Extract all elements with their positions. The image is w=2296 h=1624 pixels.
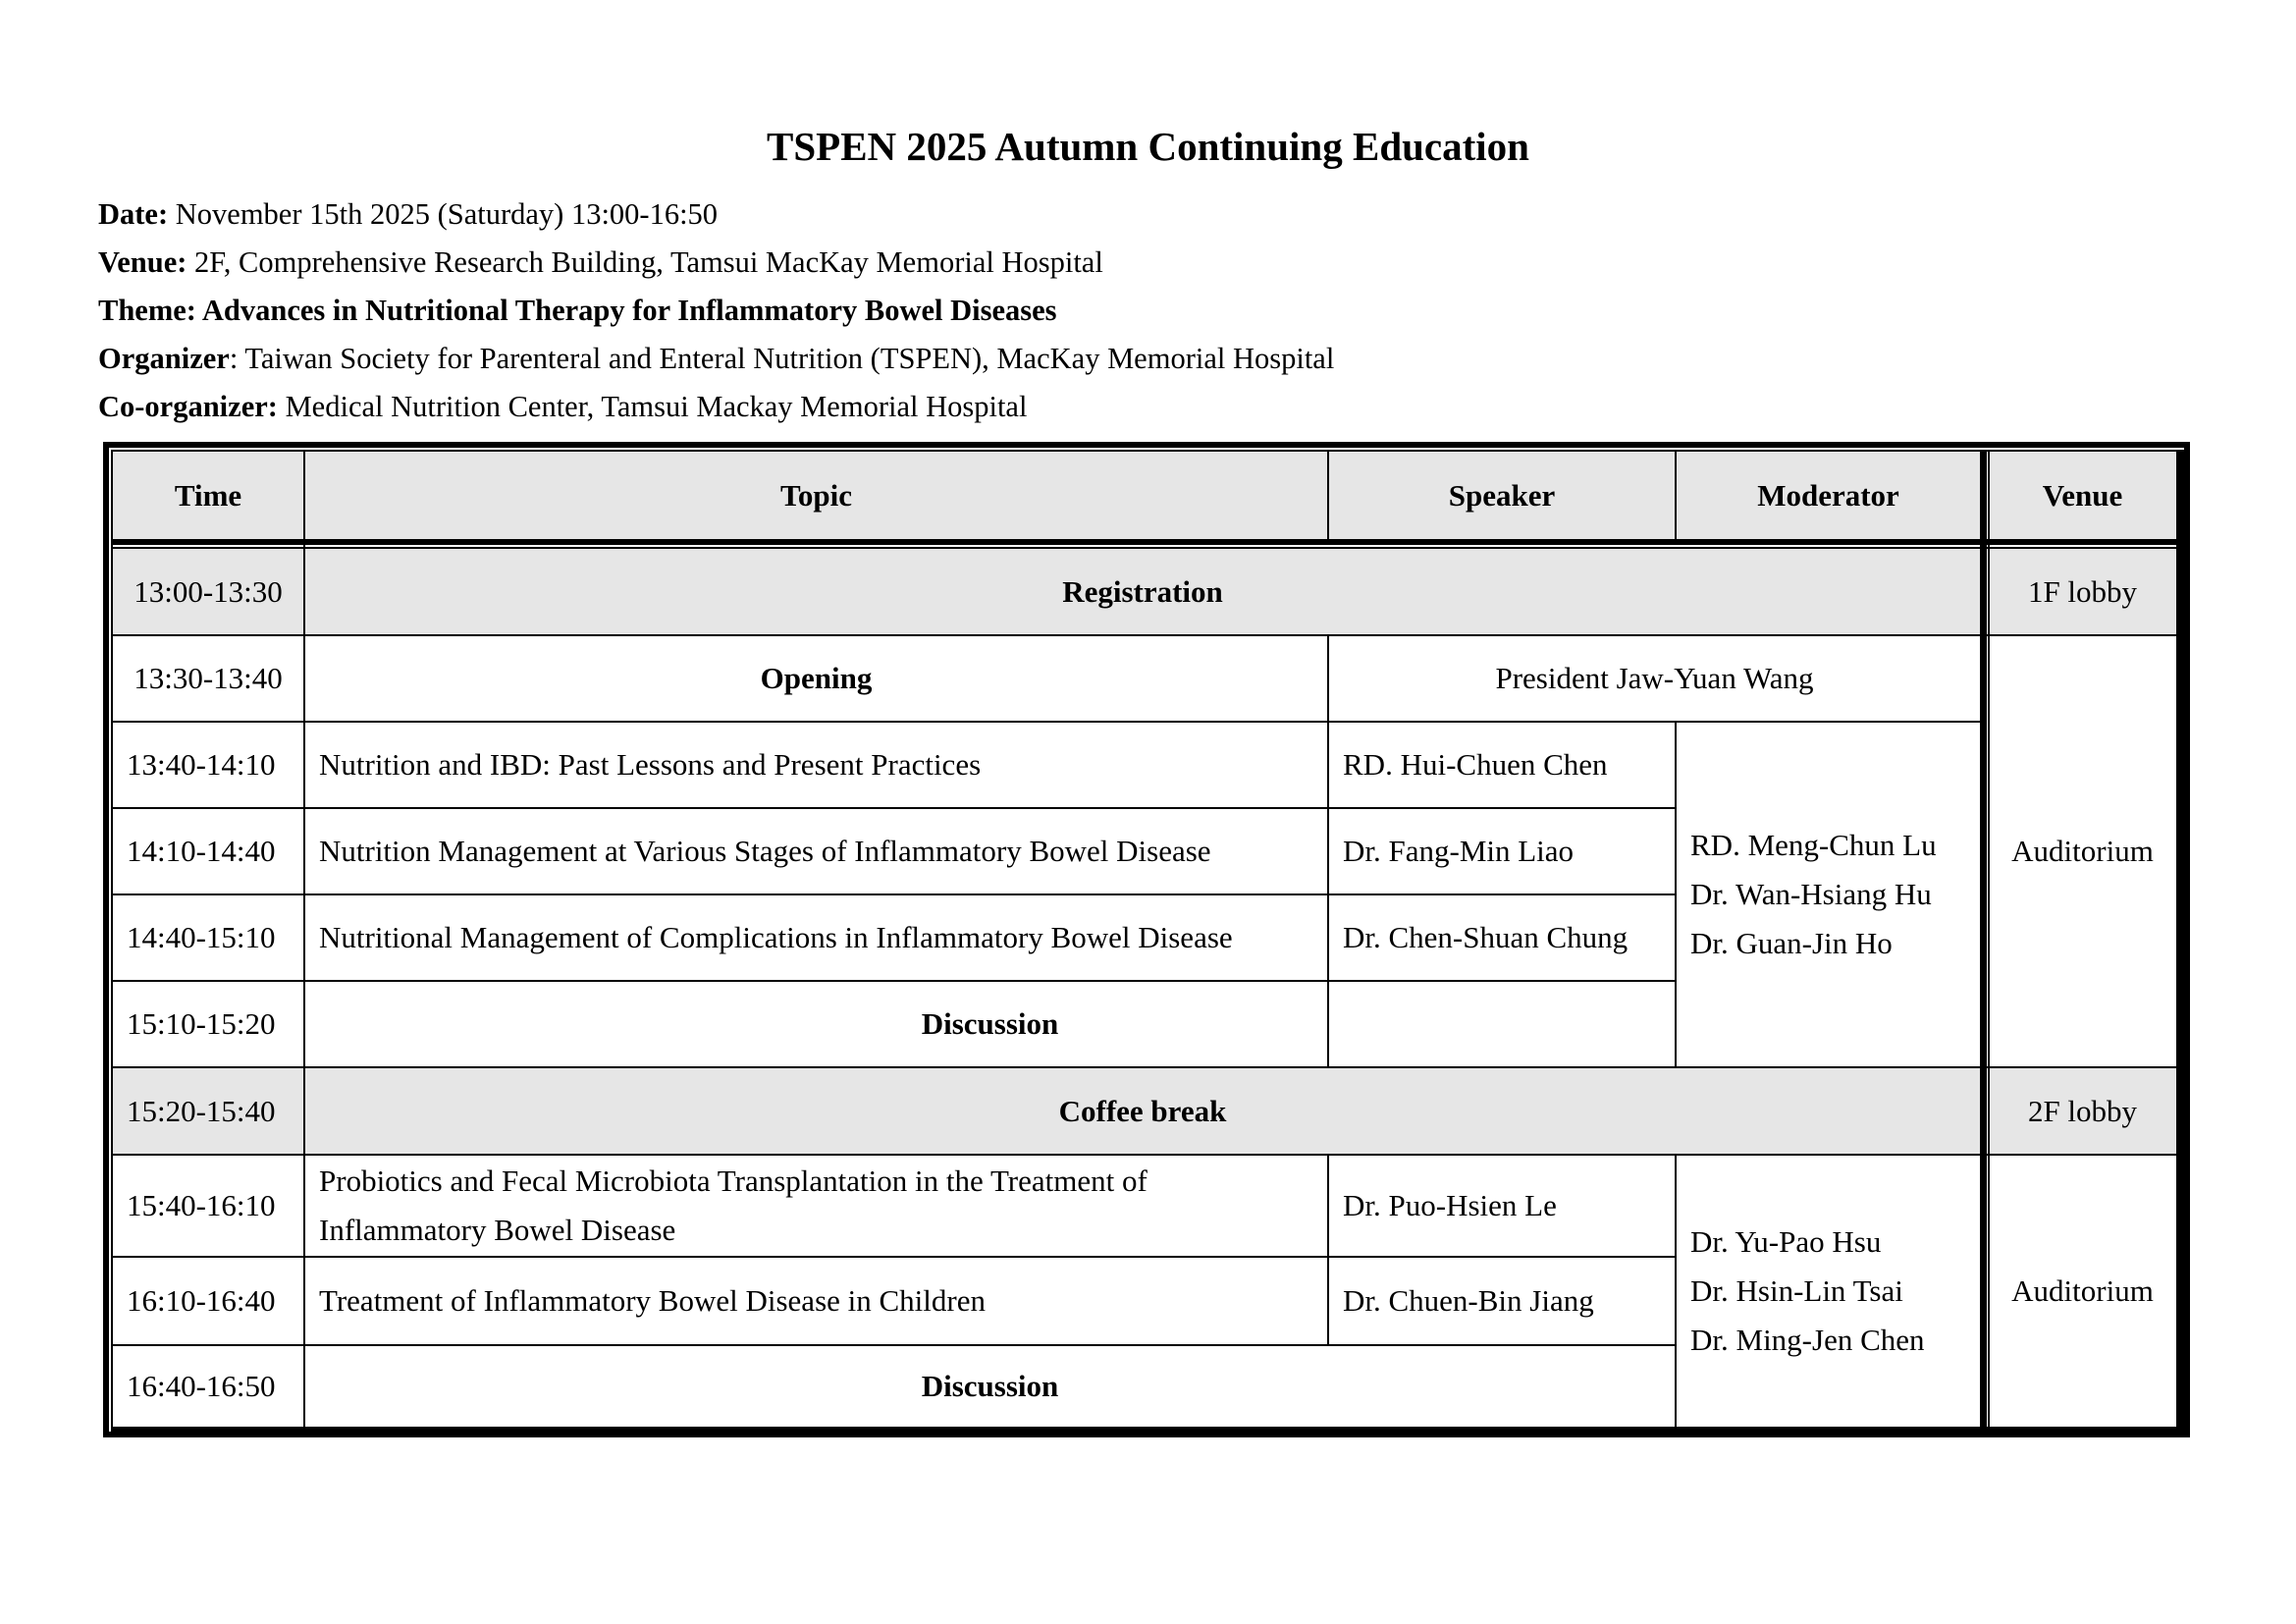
row-registration-venue: 1F lobby xyxy=(1989,549,2176,634)
header-speaker: Speaker xyxy=(1329,452,1675,539)
divider xyxy=(113,1154,2176,1156)
info-organizer-value: : Taiwan Society for Parenteral and Enteral Nutrition (TSPEN), MacKay Memorial Hospital xyxy=(229,342,1335,375)
row-registration-time: 13:00-13:30 xyxy=(113,549,303,634)
row-6-time: 15:10-15:20 xyxy=(113,982,303,1066)
header-venue: Venue xyxy=(1989,452,2176,539)
moderators-session-2 xyxy=(1677,1156,1980,1427)
info-date xyxy=(98,194,718,234)
moderator-name: Dr. Guan-Jin Ho xyxy=(1690,926,1893,960)
row-8-topic-line-1: Probiotics and Fecal Microbiota Transplantation in the Treatment of xyxy=(319,1164,1148,1198)
divider xyxy=(1327,452,1329,539)
row-5-time: 14:40-15:10 xyxy=(113,895,303,980)
info-venue-value: 2F, Comprehensive Research Building, Tamsui MacKay Memorial Hospital xyxy=(187,245,1103,279)
row-3-speaker: RD. Hui-Chuen Chen xyxy=(1329,723,1675,807)
row-registration-topic: Registration xyxy=(305,549,1980,634)
row-opening-topic: Opening xyxy=(305,636,1327,721)
row-10-time: 16:40-16:50 xyxy=(113,1346,303,1427)
row-5-speaker: Dr. Chen-Shuan Chung xyxy=(1329,895,1675,980)
row-4-time: 14:10-14:40 xyxy=(113,809,303,893)
header-moderator: Moderator xyxy=(1677,452,1980,539)
row-coffee-time: 15:20-15:40 xyxy=(113,1068,303,1154)
border-right-thick xyxy=(2176,450,2184,1434)
row-9-time: 16:10-16:40 xyxy=(113,1258,303,1344)
header-topic: Topic xyxy=(305,452,1327,539)
divider xyxy=(111,539,2184,545)
info-theme-label: Theme: xyxy=(98,294,196,327)
row-9-topic: Treatment of Inflammatory Bowel Disease in Children xyxy=(305,1258,1327,1344)
row-5-topic: Nutritional Management of Complications in Inflammatory Bowel Disease xyxy=(305,895,1327,980)
divider xyxy=(111,547,2184,549)
divider xyxy=(1675,1154,1677,1427)
info-theme-value: Advances in Nutritional Therapy for Inflammatory Bowel Diseases xyxy=(195,294,1057,327)
row-opening-speaker: President Jaw-Yuan Wang xyxy=(1329,636,1980,721)
info-venue xyxy=(98,243,1103,282)
row-8-topic-line-2: Inflammatory Bowel Disease xyxy=(319,1213,676,1247)
divider xyxy=(113,1256,1675,1258)
row-6-topic: Discussion xyxy=(305,982,1675,1066)
document-title: TSPEN 2025 Autumn Continuing Education xyxy=(767,124,1529,169)
info-venue-label: Venue: xyxy=(98,245,187,279)
divider xyxy=(113,634,2176,636)
info-organizer-label: Organizer xyxy=(98,342,230,375)
venue-session-1: Auditorium xyxy=(1989,636,2176,1066)
moderator-name: RD. Meng-Chun Lu xyxy=(1690,828,1937,862)
divider xyxy=(1675,452,1677,539)
moderator-name: Dr. Ming-Jen Chen xyxy=(1690,1323,1925,1357)
divider xyxy=(113,893,1675,895)
header-time: Time xyxy=(113,452,303,539)
divider xyxy=(1988,450,1990,1429)
info-co-organizer-label: Co-organizer: xyxy=(98,390,278,423)
row-4-speaker: Dr. Fang-Min Liao xyxy=(1329,809,1675,893)
row-8-speaker: Dr. Puo-Hsien Le xyxy=(1329,1156,1675,1256)
border-bottom-thick xyxy=(111,1427,2184,1435)
row-coffee-venue: 2F lobby xyxy=(1989,1068,2176,1154)
row-8-time: 15:40-16:10 xyxy=(113,1156,303,1256)
moderator-name: Dr. Wan-Hsiang Hu xyxy=(1690,877,1932,911)
row-3-topic: Nutrition and IBD: Past Lessons and Present Practices xyxy=(305,723,1327,807)
venue-session-2: Auditorium xyxy=(1989,1156,2176,1427)
row-coffee-topic: Coffee break xyxy=(305,1068,1980,1154)
divider xyxy=(113,721,1980,723)
divider xyxy=(1327,634,1329,1068)
row-10-topic: Discussion xyxy=(305,1346,1675,1427)
row-opening-time: 13:30-13:40 xyxy=(113,636,303,721)
divider xyxy=(113,807,1675,809)
divider xyxy=(113,980,1675,982)
info-co-organizer-value: Medical Nutrition Center, Tamsui Mackay Memorial Hospital xyxy=(277,390,1028,423)
info-theme xyxy=(98,291,1057,330)
info-date-value: November 15th 2025 (Saturday) 13:00-16:50 xyxy=(168,197,719,231)
divider xyxy=(1980,450,1987,1429)
divider xyxy=(113,1344,1675,1346)
moderator-name: Dr. Yu-Pao Hsu xyxy=(1690,1224,1882,1259)
info-co-organizer xyxy=(98,387,1027,426)
info-organizer xyxy=(98,339,1334,378)
moderators-session-1 xyxy=(1677,723,1980,1066)
moderator-name: Dr. Hsin-Lin Tsai xyxy=(1690,1273,1903,1308)
divider xyxy=(303,452,305,1427)
row-4-topic: Nutrition Management at Various Stages of Inflammatory Bowel Disease xyxy=(305,809,1327,893)
row-3-time: 13:40-14:10 xyxy=(113,723,303,807)
row-8-topic xyxy=(305,1156,1327,1256)
divider xyxy=(1327,1154,1329,1346)
divider xyxy=(1675,721,1677,1068)
info-date-label: Date: xyxy=(98,197,169,231)
divider xyxy=(113,1066,2176,1068)
row-9-speaker: Dr. Chuen-Bin Jiang xyxy=(1329,1258,1675,1344)
